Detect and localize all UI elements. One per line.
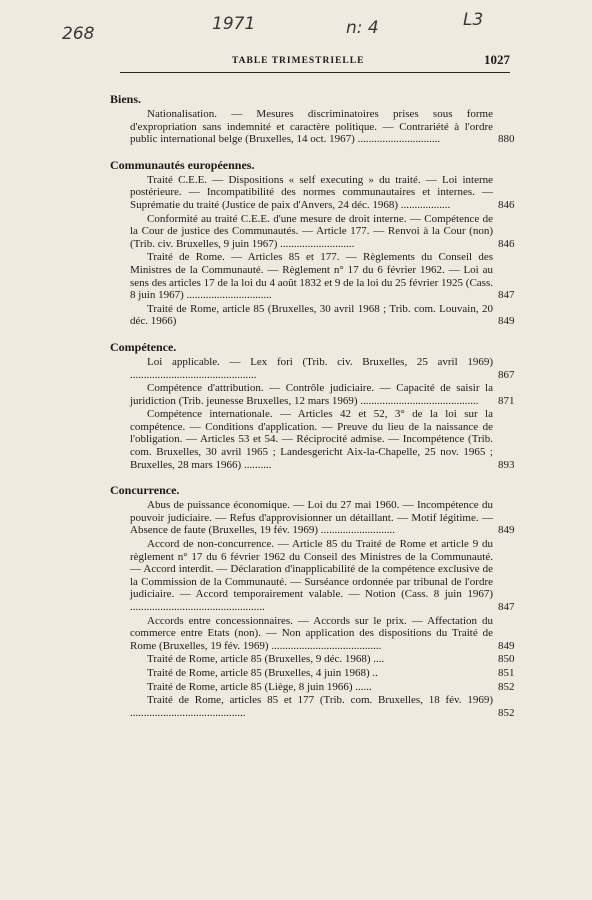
page-header	[120, 50, 510, 73]
section-title: Compétence.	[110, 339, 177, 354]
entry-page-number: 849	[498, 524, 515, 537]
entry-text: Abus de puissance économique. — Loi du 27 mai 1960. — Incompétence du pouvoir judiciaire. — Refus d'approvisionner un détaillant. — Motif légitime. — Absence de faute (Bruxelles, 19 fév. 1969) ...........................	[130, 499, 493, 537]
index-entry	[130, 538, 515, 614]
handwritten-note-3: n: 4	[346, 18, 379, 38]
index-content	[0, 92, 592, 731]
entry-text: Traité de Rome. — Articles 85 et 177. — Règlements du Conseil des Ministres de la Communauté. — Règlement n° 17 du 6 février 1962. — Loi au sens des articles 17 de la loi du 4 août 1832 et 9 de la loi du 25 février 1925 (Cass. 8 juin 1967) ...............................	[130, 251, 493, 302]
entry-page-number: 847	[498, 289, 515, 302]
index-entry	[130, 212, 515, 251]
entry-page-number: 849	[498, 315, 515, 328]
entry-page-number: 867	[498, 368, 515, 381]
index-entry	[130, 173, 515, 212]
entry-page-number: 846	[498, 198, 515, 211]
entry-page-number: 850	[498, 653, 515, 666]
section-title: Biens.	[110, 92, 142, 106]
handwritten-note-2: 1971	[212, 14, 256, 34]
entry-text: Accords entre concessionnaires. — Accords sur le prix. — Affectation du commerce entre Etats (non). — Non application des dispositions du Traité de Rome (Bruxelles, 19 fév. 1969) ........................................	[130, 614, 493, 652]
index-entry	[130, 694, 515, 719]
entry-page-number: 851	[498, 666, 515, 679]
entry-page-number: 852	[498, 680, 515, 693]
index-entry	[130, 499, 515, 537]
entry-page-number: 852	[498, 706, 515, 719]
entry-text: Traité de Rome, articles 85 et 177 (Trib. com. Bruxelles, 18 fév. 1969) ..........................................	[130, 694, 493, 719]
section-title: Concurrence.	[110, 483, 180, 498]
entry-text: Compétence internationale. — Articles 42 et 52, 3° de la loi sur la compétence. — Conditions d'application. — Preuve du lieu de la naissance de l'obligation. — Articles 53 et 54. — Réciprocité admise. — Incompétence (Trib. com. Bruxelles, 30 avril 1965 ; Landesgericht Aix-la-Chapelle, 25 nov. 1965 ; Bruxelles, 28 mars 1966) ..........	[130, 408, 493, 471]
handwritten-note-4: L3	[463, 10, 484, 30]
entry-text: Conformité au traité C.E.E. d'une mesure de droit interne. — Compétence de la Cour de justice des Communautés. — Article 177. — Renvoi à la Cour (non) (Trib. civ. Bruxelles, 9 juin 1967) ...........................	[130, 212, 493, 250]
entry-text: Accord de non-concurrence. — Article 85 du Traité de Rome et article 9 du règlement n° 17 du 6 février 1962 du Conseil des Ministres de la Communauté. — Accord interdit. — Déclaration d'inapplicabilité de la compétence exclusive de la Commission de la Communauté. — Surséance ordonnée par tribunal de l'ordre judiciaire. — Accord temporairement valable. — Notion (Cass. 8 juin 1967) .................................................	[130, 538, 493, 613]
index-entry	[130, 408, 515, 471]
entry-text: Traité de Rome, article 85 (Liège, 8 juin 1966) ......	[147, 680, 372, 693]
handwritten-note-1: 268	[62, 24, 95, 44]
entry-page-number: 847	[498, 601, 515, 613]
index-entry	[130, 302, 515, 328]
entry-page-number: 893	[498, 458, 515, 471]
page-number: 1027	[484, 52, 510, 67]
entry-text: Nationalisation. — Mesures discriminatoires prises sous forme d'expropriation sans indemnité et caractère politique. — Contrariété à l'ordre public international belge (Bruxelles, 14 oct. 1967) ..............................	[130, 108, 493, 146]
index-entry	[130, 355, 515, 381]
entry-page-number: 846	[498, 237, 515, 250]
index-entry	[130, 680, 515, 694]
entry-text: Traité C.E.E. — Dispositions « self executing » du traité. — Loi interne postérieure. — Incompatibilité des normes communautaires et internes. — Suprématie du traité (Justice de paix d'Anvers, 24 déc. 1968) ..................	[130, 173, 493, 211]
index-section	[0, 92, 592, 146]
index-section	[0, 158, 592, 328]
entry-page-number: 871	[498, 394, 515, 407]
entry-text: Traité de Rome, article 85 (Bruxelles, 9 déc. 1968) ....	[147, 653, 385, 666]
index-entry	[130, 666, 515, 680]
index-entry	[130, 251, 515, 302]
index-section	[0, 340, 592, 471]
index-section	[0, 483, 592, 719]
section-title: Communautés européennes.	[110, 157, 255, 172]
running-title: TABLE TRIMESTRIELLE	[232, 56, 365, 66]
entry-page-number: 849	[498, 639, 515, 652]
entry-text: Compétence d'attribution. — Contrôle judiciaire. — Capacité de saisir la juridiction (Trib. jeunesse Bruxelles, 12 mars 1969) ...........................................	[130, 382, 493, 407]
index-entry	[130, 614, 515, 653]
entry-text: Loi applicable. — Lex fori (Trib. civ. Bruxelles, 25 avril 1969) ..............................................	[130, 355, 493, 381]
index-entry	[130, 382, 515, 407]
entry-page-number: 880	[498, 133, 515, 146]
index-entry	[130, 108, 515, 146]
entry-text: Traité de Rome, article 85 (Bruxelles, 30 avril 1968 ; Trib. com. Louvain, 20 déc. 1966)	[130, 302, 493, 328]
entry-text: Traité de Rome, article 85 (Bruxelles, 4 juin 1968) ..	[147, 666, 378, 679]
index-entry	[130, 653, 515, 666]
